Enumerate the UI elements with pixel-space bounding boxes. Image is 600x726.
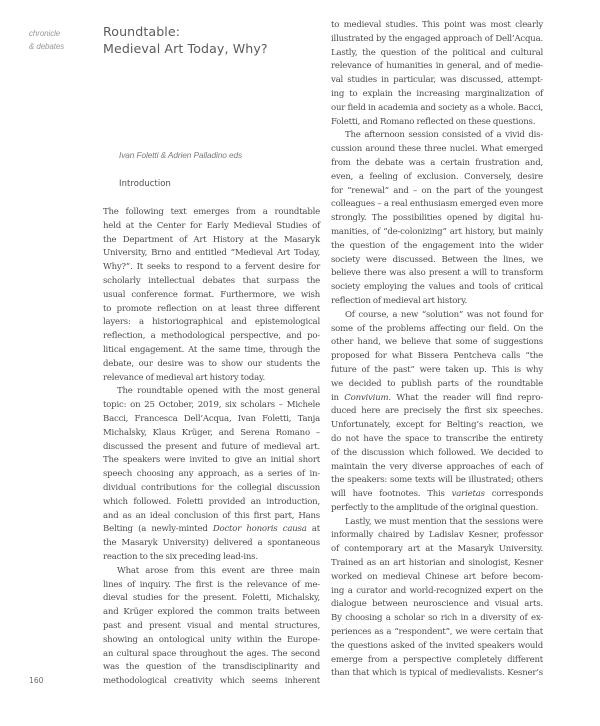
text-line: reflection, a methodological perspective, and po- (103, 331, 320, 342)
text-line: and Krüger explored the common traits between (103, 607, 320, 618)
text-line: from the debate was a certain frustration and, (331, 157, 543, 168)
text-line: dieval studies for the present. Foletti, Michalsky, (103, 593, 320, 604)
article-title-line2: Medieval Art Today, Why? (103, 41, 268, 56)
text-line: society were discussed. Between the lines, we (331, 254, 543, 265)
text-line: By choosing a scholar so rich in a diversity of ex- (331, 613, 543, 624)
text-line: layers: a historiographical and epistemological (103, 317, 320, 328)
text-line: debate, our desire was to show our students the (103, 358, 320, 369)
text-line: methodological creativity which seems inherent (103, 676, 320, 687)
text-line: Bacci, Francesca Dell’Acqua, Ivan Foletti, Tanja (103, 413, 320, 424)
section-label (29, 28, 64, 53)
text-line: of contemporary art at the Masaryk University. (331, 544, 543, 555)
text-line: relevance of medieval art history today. (103, 372, 265, 383)
text-segment: at (311, 524, 321, 535)
text-line: illustrated by the engaged approach of Dell’Acqua. (331, 33, 543, 44)
text-line: and as an ideal conclusion of this first part, Hans (103, 510, 320, 521)
text-line: ing a curator and world-recognized expert on the (331, 585, 543, 596)
section-label-line1: chronicle (29, 29, 61, 38)
text-line: speech choosing any approach, as a series of in- (103, 469, 320, 480)
italic-term: varietas (451, 489, 485, 500)
text-line: val studies in particular, was discussed, attempt- (331, 75, 543, 86)
text-line: Why?”. It seeks to respond to a fervent desire for (103, 262, 320, 273)
text-line: manities, of “de-colonizing” art history, but mainly (331, 226, 543, 237)
text-line: Unfortunately, except for Belting’s reaction, we (331, 420, 543, 431)
text-line: even, a feeling of exclusion. Conversely, desire (331, 171, 543, 182)
page-number: 160 (29, 676, 44, 685)
text-line-with-italic (103, 523, 320, 537)
text-line: Michalsky, Klaus Krüger, and Serena Romano – (103, 427, 320, 438)
text-line: an cultural space throughout the ages. The second (103, 648, 320, 659)
text-segment: . What the reader will find repro- (388, 392, 543, 403)
text-line: discussed the present and future of medieval art. (103, 441, 320, 452)
text-line: our field in academia and society as a whole. Bacci, (331, 102, 543, 113)
text-line: showing an ontological unity within the Europe- (103, 634, 320, 645)
paragraph-start-line: Lastly, we must mention that the sessions were (345, 516, 543, 527)
text-line: usual conference format. Furthermore, we wish (103, 289, 320, 300)
text-line: dialogue between neuroscience and visual arts. (331, 599, 543, 610)
text-line: the Department of Art History at the Masaryk (103, 234, 320, 245)
text-line: lines of inquiry. The first is the relevance of me- (103, 579, 320, 590)
text-segment: in (331, 392, 339, 403)
text-line: topic: on 25 October, 2019, six scholars – Michele (103, 400, 320, 411)
editors-byline: Ivan Foletti & Adrien Palladino eds (119, 150, 243, 160)
text-line: periences as a “respondent”, we were certain that (331, 627, 543, 638)
text-line: other hand, we believe that some of suggestions (331, 337, 543, 348)
text-line: the speakers: some texts will be illustrated; others (331, 475, 543, 486)
text-line: emerge from a perspective completely different (331, 654, 543, 665)
text-line: to promote reflection on at least three different (103, 303, 320, 314)
text-line: worked on medieval Chinese art before becom- (331, 571, 543, 582)
text-segment: will have footnotes. This (331, 489, 445, 500)
text-segment: corresponds (491, 489, 544, 500)
right-column (331, 19, 543, 681)
text-line: The following text emerges from a roundtable (103, 207, 320, 217)
text-line: Lastly, the question of the political and cultural (331, 47, 543, 58)
text-line: we decided to publish parts of the roundtable (331, 378, 543, 389)
text-line: perfectly to the amplitude of the original question. (331, 502, 539, 513)
text-line: dividual contributions for the collegial discussion (103, 482, 320, 493)
text-line: informally chaired by Ladislav Kesner, professor (331, 530, 543, 541)
article-title-line1: Roundtable: (103, 24, 181, 39)
text-line: future of the past” were taken up. This is why (331, 364, 543, 375)
text-line: to medieval studies. This point was most clearly (331, 20, 543, 30)
text-line: reaction to the six preceding lead-ins. (103, 551, 258, 562)
text-line: for “renewal” and – on the part of the youngest (331, 185, 543, 196)
paragraph-start-line: The afternoon session consisted of a vivid dis- (345, 130, 543, 141)
text-line: The speakers were invited to give an initial short (103, 455, 320, 466)
text-line-with-italic (331, 392, 543, 406)
text-line: relevance of humanities in general, and of medie- (331, 61, 543, 72)
text-line: of the discussion which followed. We decided to (331, 447, 543, 458)
text-line: colleagues – a real enthusiasm emerged even more (331, 199, 543, 210)
left-column (103, 206, 320, 689)
text-line: cussion around these three nuclei. What emerged (331, 144, 543, 155)
text-line: was the question of the transdisciplinarity and (103, 662, 320, 673)
text-line: the question of the engagement into the wider (331, 240, 543, 251)
text-line: held at the Center for Early Medieval Studies of (103, 220, 320, 231)
text-line: than that which is typical of medievalists. Kesner’s (331, 668, 543, 679)
article-title (103, 23, 268, 57)
text-line: believe there was also present a will to transform (331, 268, 543, 279)
text-line: reflection of medieval art history. (331, 295, 468, 306)
text-line: duced here are precisely the first six speeches. (331, 406, 543, 417)
italic-journal-name: Convivium (344, 392, 389, 403)
text-segment: Belting (a newly-minted (103, 524, 208, 535)
italic-term: Doctor honoris causa (212, 524, 307, 535)
paragraph-start-line: What arose from this event are three main (117, 565, 320, 576)
text-line: Trained as an art historian and sinologist, Kesner (331, 558, 543, 569)
text-line: the Masaryk University) delivered a spontaneous (103, 538, 320, 549)
text-line: litical engagement. At the same time, through the (103, 344, 320, 355)
text-line-with-italic (331, 488, 543, 502)
text-line: do not have the space to transcribe the entirety (331, 433, 543, 444)
text-line: University, Brno and entitled “Medieval Art Today, (103, 248, 320, 259)
paragraph-start-line: The roundtable opened with the most general (117, 386, 320, 397)
text-line: the questions asked of the invited speakers would (331, 640, 543, 651)
text-line: strongly. The possibilities opened by digital hu- (331, 213, 543, 224)
paragraph-start-line: Of course, a new “solution” was not found for (345, 309, 543, 320)
text-line: past and present visual and mental structures, (103, 620, 320, 631)
text-line: scholarly intellectual debates that surpass the (103, 275, 320, 286)
text-line: ing to explain the increasing marginalization of (331, 88, 543, 99)
section-label-line2: & debates (29, 41, 65, 51)
text-line: maintain the very diverse approaches of each of (331, 461, 543, 472)
text-line: which followed. Foletti provided an introduction, (103, 496, 320, 507)
text-line: proposed for what Bissera Pentcheva calls “the (331, 351, 543, 362)
text-line: Foletti, and Romano reflected on these questions. (331, 116, 536, 127)
text-line: some of the problems affecting our field. On the (331, 323, 543, 334)
section-heading: Introduction (119, 178, 171, 188)
text-line: society employing the values and tools of critical (331, 282, 543, 293)
